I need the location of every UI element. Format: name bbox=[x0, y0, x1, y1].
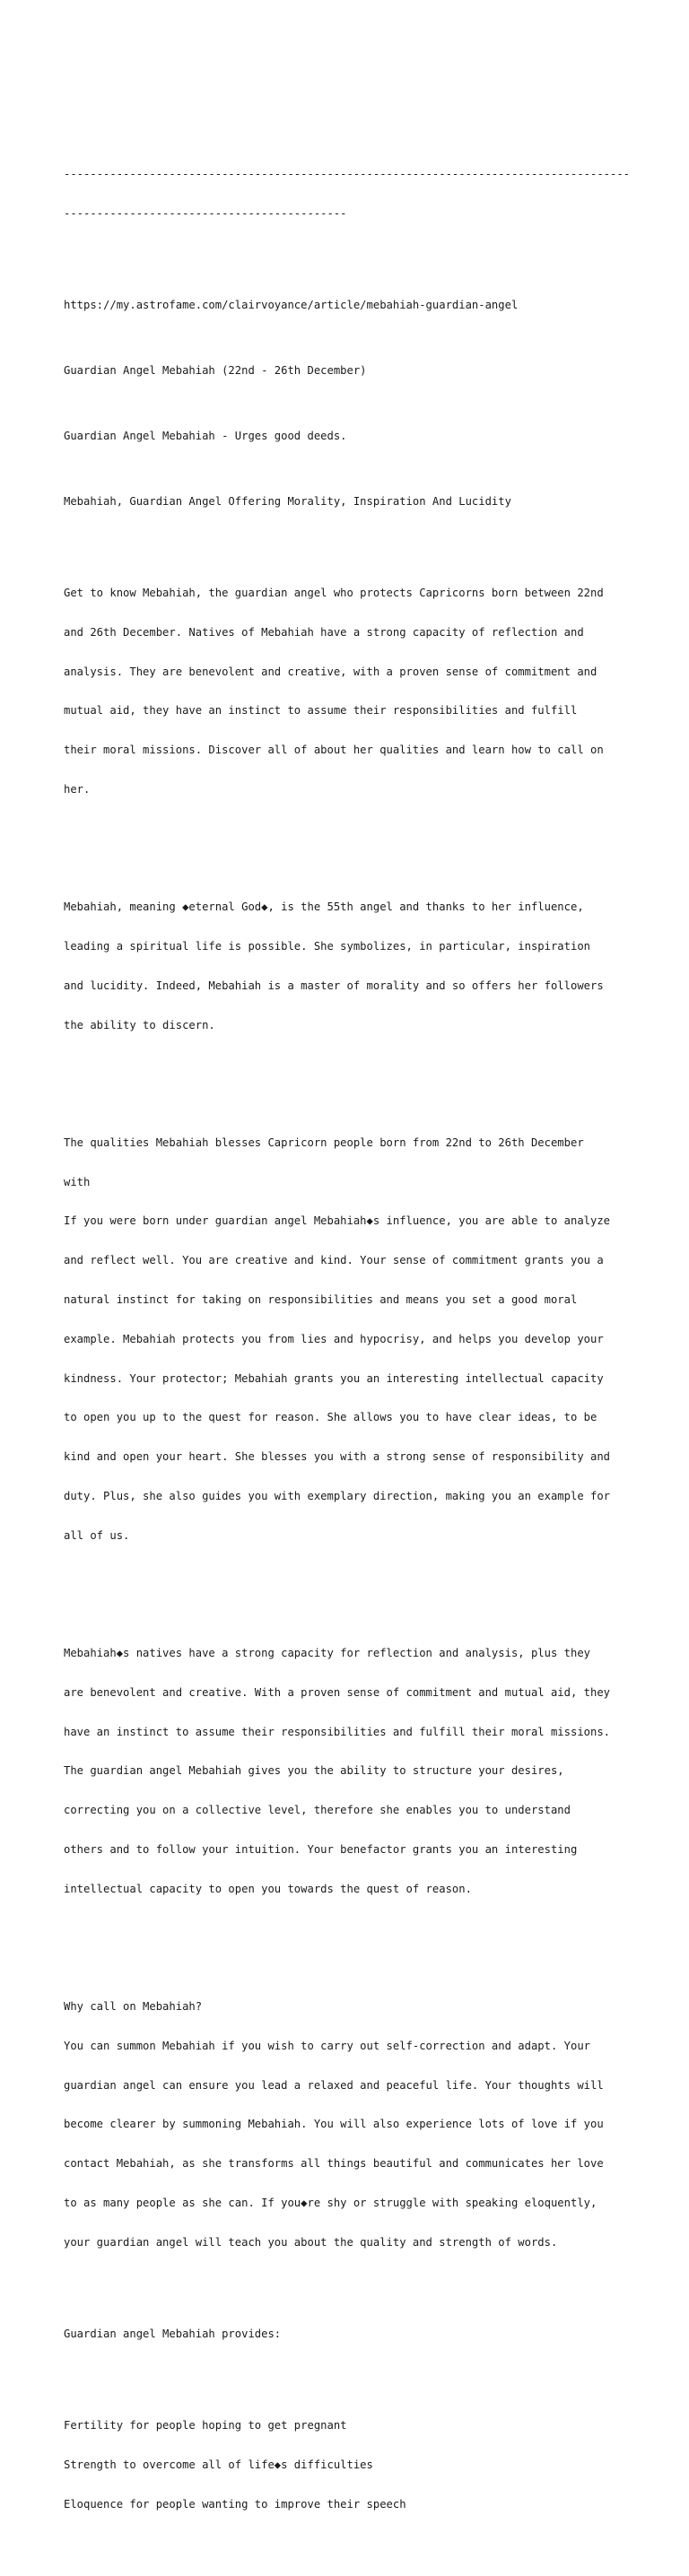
separator-rule bbox=[64, 142, 638, 247]
text-line: mutual aid, they have an instinct to assume their responsibilities and fulfill bbox=[64, 704, 578, 718]
text-line: others and to follow your intuition. Your benefactor grants you an interesting bbox=[64, 1842, 578, 1856]
meaning-paragraph bbox=[64, 875, 638, 1057]
list-item: Eloquence for people wanting to improve their speech bbox=[64, 2497, 406, 2511]
text-line: all of us. bbox=[64, 1528, 130, 1542]
separator-rule-line: -------------------------------------------------------------------------------------- bbox=[64, 167, 631, 180]
text-line: kindness. Your protector; Mebahiah grants you an interesting intellectual capacity bbox=[64, 1371, 604, 1385]
section-heading: with bbox=[64, 1175, 91, 1188]
text-line: their moral missions. Discover all of about her qualities and learn how to call on bbox=[64, 744, 604, 757]
text-line: intellectual capacity to open you towards the quest of reason. bbox=[64, 1882, 472, 1895]
provides-heading: Guardian angel Mebahiah provides: bbox=[64, 2327, 282, 2340]
intro-paragraph bbox=[64, 561, 638, 822]
text-line: The guardian angel Mebahiah gives you the ability to structure your desires, bbox=[64, 1764, 564, 1778]
call-paragraph bbox=[64, 1974, 638, 2276]
text-line: contact Mebahiah, as she transforms all things beautiful and communicates her love bbox=[64, 2157, 604, 2171]
natives-paragraph bbox=[64, 1621, 638, 1922]
text-line: the ability to discern. bbox=[64, 1018, 215, 1031]
text-line: Mebahiah, meaning ◆eternal God◆, is the 55th angel and thanks to her influence, bbox=[64, 901, 584, 914]
text-line: leading a spiritual life is possible. She symbolizes, in particular, inspiration bbox=[64, 940, 590, 953]
text-line: example. Mebahiah protects you from lies and hypocrisy, and helps you develop your bbox=[64, 1332, 604, 1345]
text-line: your guardian angel will teach you about the quality and strength of words. bbox=[64, 2235, 558, 2249]
text-line: Mebahiah◆s natives have a strong capacity for reflection and analysis, plus they bbox=[64, 1647, 590, 1660]
text-line: correcting you on a collective level, therefore she enables you to understand bbox=[64, 1804, 571, 1817]
text-line: and 26th December. Natives of Mebahiah have a strong capacity of reflection and bbox=[64, 625, 584, 639]
text-line: and reflect well. You are creative and kind. Your sense of commitment grants you a bbox=[64, 1254, 604, 1267]
text-line: guardian angel can ensure you lead a relaxed and peaceful life. Your thoughts will bbox=[64, 2078, 604, 2092]
provides-list bbox=[64, 2393, 638, 2537]
text-line: You can summon Mebahiah if you wish to carry out self-correction and adapt. Your bbox=[64, 2039, 590, 2052]
text-line: If you were born under guardian angel Mebahiah◆s influence, you are able to analyze bbox=[64, 1214, 611, 1228]
subtitle: Mebahiah, Guardian Angel Offering Morality, Inspiration And Lucidity bbox=[64, 494, 511, 508]
text-line: become clearer by summoning Mebahiah. You will also experience lots of love if you bbox=[64, 2118, 604, 2131]
source-url: https://my.astrofame.com/clairvoyance/article/mebahiah-guardian-angel bbox=[64, 298, 519, 311]
section-heading: Why call on Mebahiah? bbox=[64, 2000, 203, 2014]
separator-rule-line: ------------------------------------------- bbox=[64, 206, 347, 220]
page-title: Guardian Angel Mebahiah (22nd - 26th December) bbox=[64, 363, 367, 377]
list-item: Strength to overcome all of life◆s difficulties bbox=[64, 2458, 373, 2471]
title-tagline: Guardian Angel Mebahiah - Urges good deeds. bbox=[64, 429, 347, 442]
text-line: are benevolent and creative. With a proven sense of commitment and mutual aid, they bbox=[64, 1685, 611, 1699]
text-line: natural instinct for taking on responsibilities and means you set a good moral bbox=[64, 1293, 578, 1307]
list-item: Fertility for people hoping to get pregnant bbox=[64, 2419, 347, 2432]
section-heading: The qualities Mebahiah blesses Capricorn people born from 22nd to 26th December bbox=[64, 1136, 584, 1149]
text-line: duty. Plus, she also guides you with exemplary direction, making you an example for bbox=[64, 1489, 611, 1502]
text-line: her. bbox=[64, 782, 91, 796]
text-line: kind and open your heart. She blesses you with a strong sense of responsibility and bbox=[64, 1450, 611, 1464]
text-line: Get to know Mebahiah, the guardian angel who protects Capricorns born between 22nd bbox=[64, 586, 604, 599]
text-line: to as many people as she can. If you◆re shy or struggle with speaking eloquently, bbox=[64, 2197, 597, 2209]
text-line: and lucidity. Indeed, Mebahiah is a master of morality and so offers her followers bbox=[64, 979, 604, 992]
qualities-paragraph bbox=[64, 1110, 638, 1569]
text-line: have an instinct to assume their responsibilities and fulfill their moral missions. bbox=[64, 1725, 611, 1738]
document-page bbox=[64, 102, 638, 2576]
text-line: analysis. They are benevolent and creative, with a proven sense of commitment and bbox=[64, 665, 597, 678]
text-line: to open you up to the quest for reason. She allows you to have clear ideas, to be bbox=[64, 1411, 597, 1424]
